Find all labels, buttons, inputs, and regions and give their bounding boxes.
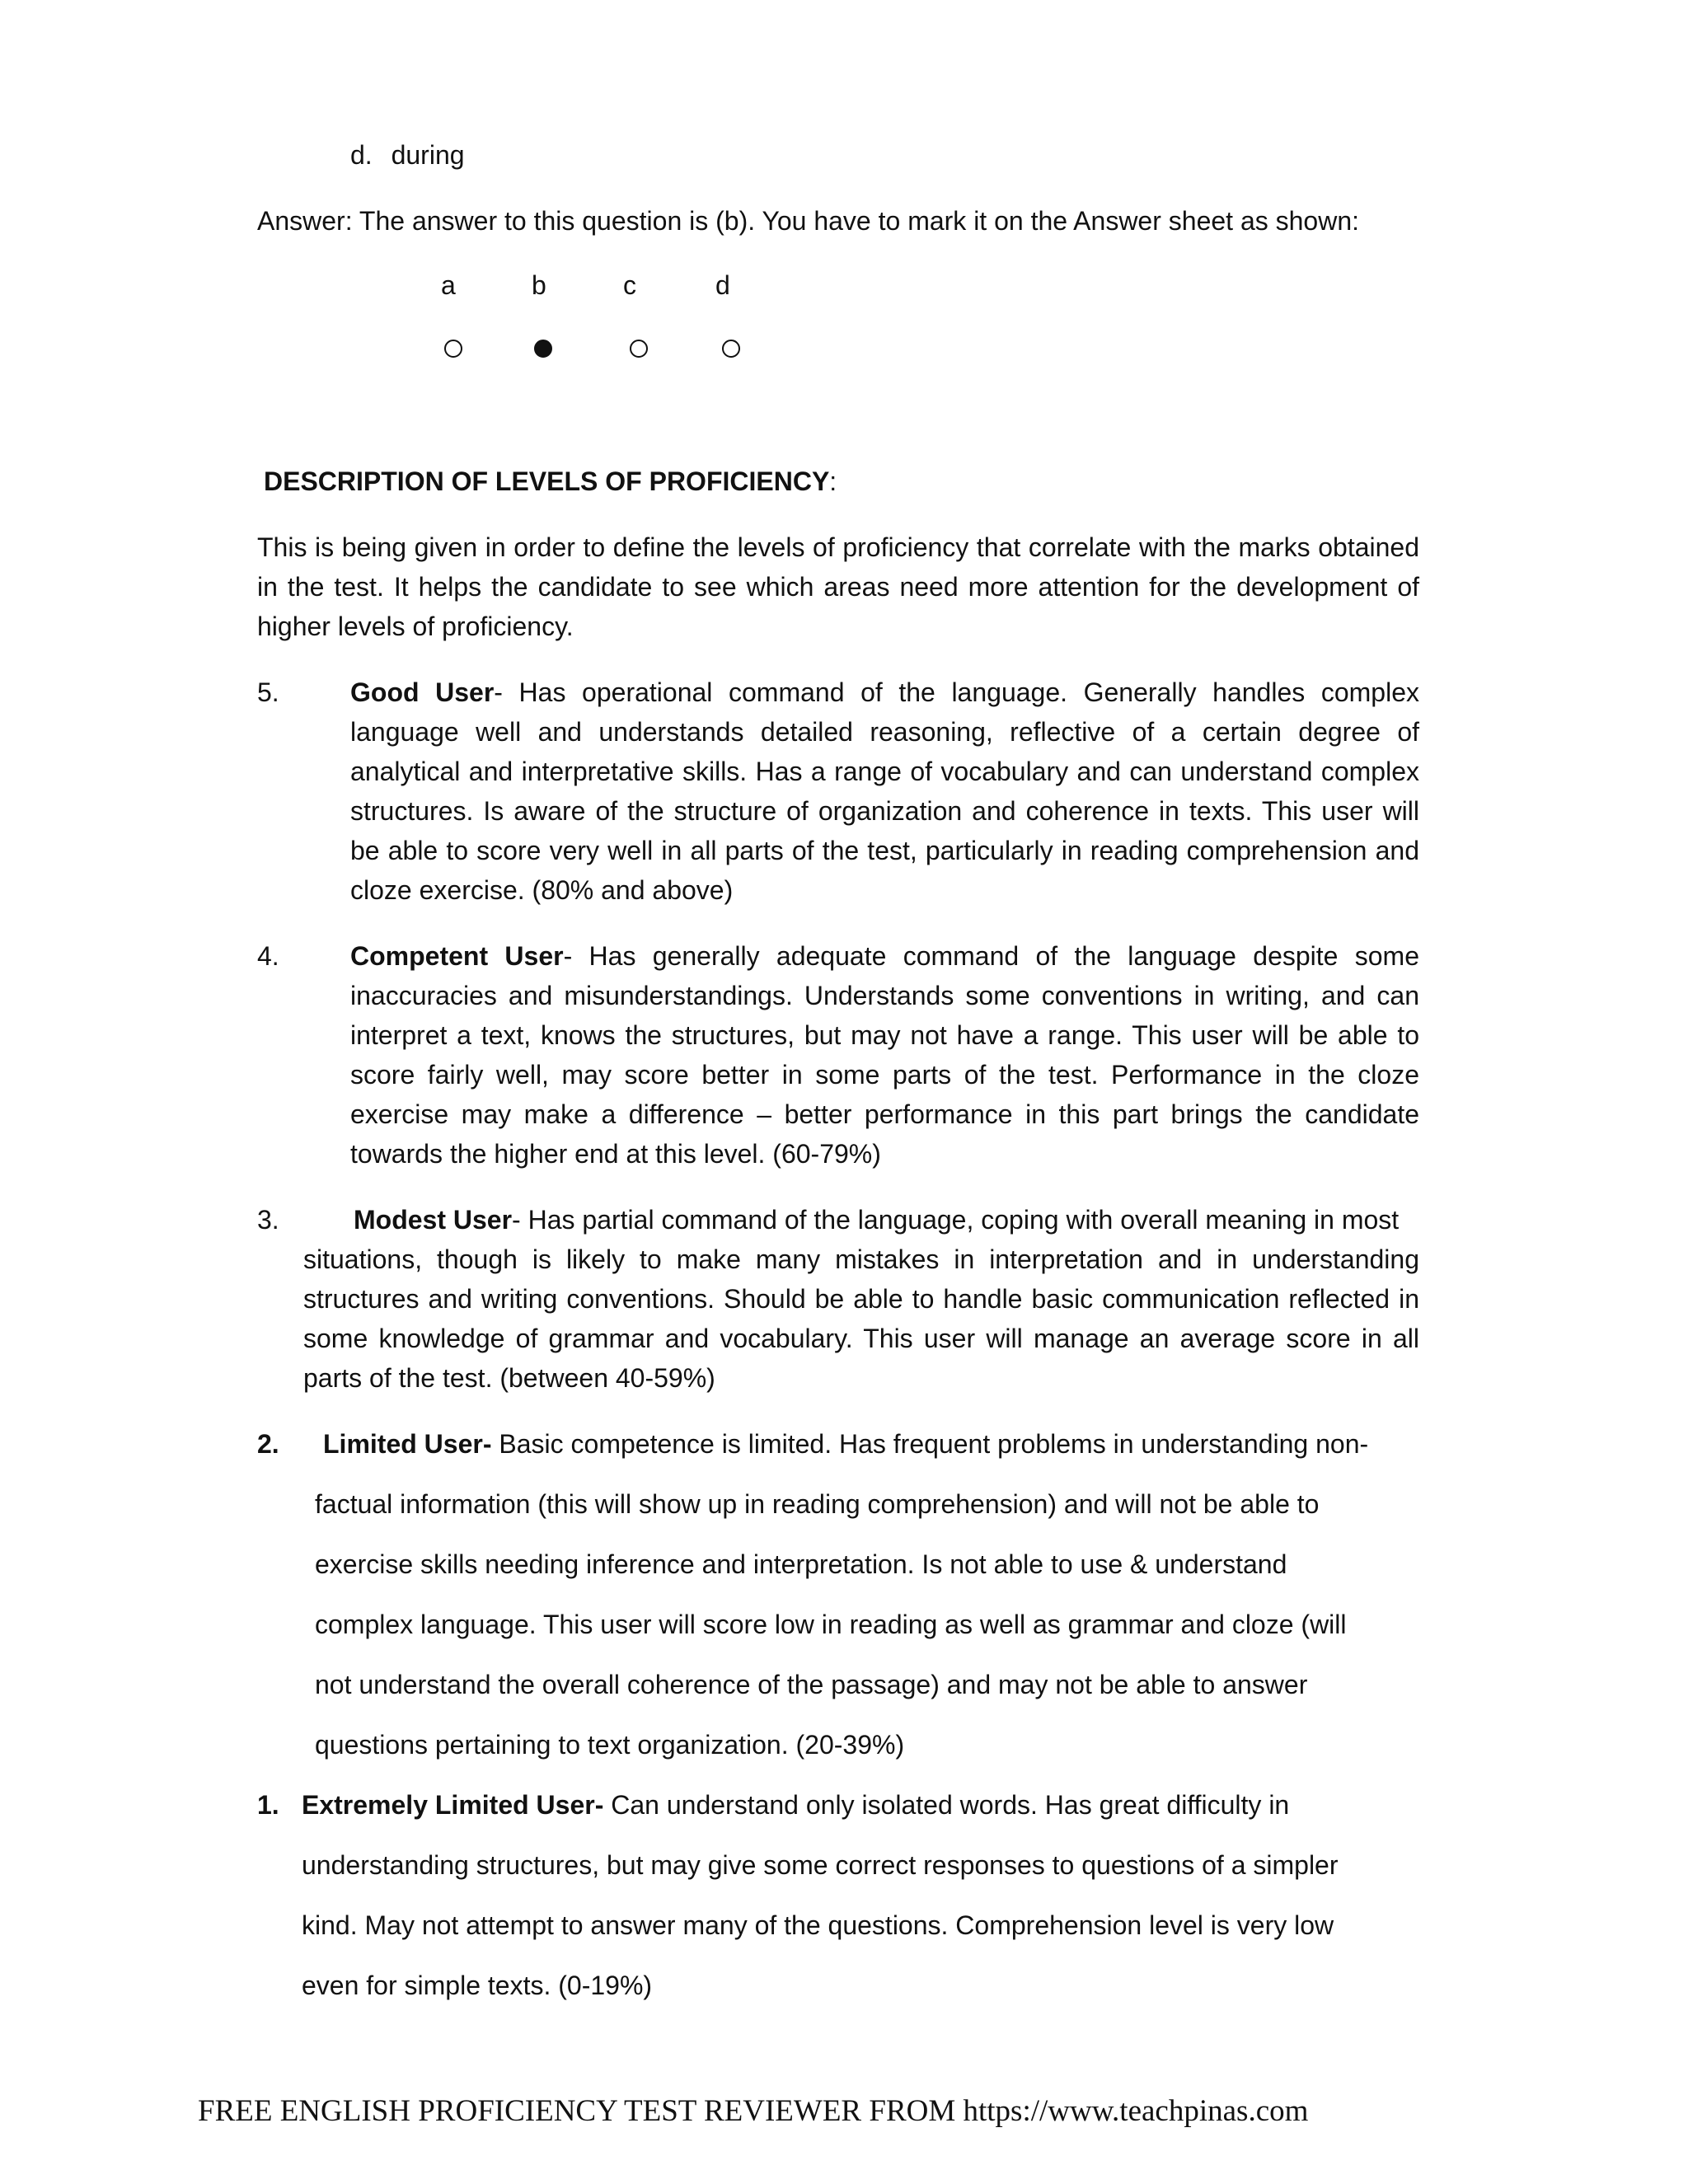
level-5-title: Good User <box>350 677 495 707</box>
option-d-text: during <box>391 140 465 170</box>
answer-letter-b: b <box>532 270 546 300</box>
section-intro: This is being given in order to define the levels of proficiency that correlate with the marks obtained in the test. It helps the candidate to see which areas need more attention for the development of higher levels of proficiency. <box>257 532 1419 641</box>
answer-line: Answer: The answer to this question is (b). You have to mark it on the Answer sheet as shown: <box>257 206 1360 236</box>
answer-bubble-b-filled <box>534 340 552 358</box>
answer-bubble-a <box>444 340 462 358</box>
level-5-description <box>350 673 1419 910</box>
level-4-text: - Has generally adequate command of the language despite some inaccuracies and misunderstandings. Understands some conventions in writing, and can interpret a text, knows the structures, but may not have a range. This user will be able to score fairly well, may score better in some parts of the test. Performance in the cloze exercise may make a difference – better performance in this part brings the candidate towards the higher end at this level. (60-79%) <box>350 941 1420 1169</box>
answer-bubble-d <box>722 340 740 358</box>
level-4-description <box>350 936 1419 1174</box>
answer-letter-a: a <box>441 270 456 300</box>
level-1-line-1: understanding structures, but may give some correct responses to questions of a simpler <box>302 1850 1339 1880</box>
option-d <box>350 135 465 175</box>
section-heading-text: DESCRIPTION OF LEVELS OF PROFICIENCY <box>264 466 830 496</box>
level-3-first-line <box>354 1200 1425 1240</box>
level-4-number: 4. <box>257 941 279 971</box>
level-2-line-3: complex language. This user will score low in reading as well as grammar and cloze (will <box>315 1610 1347 1639</box>
answer-letter-c: c <box>623 270 636 300</box>
level-1-first-text: Can understand only isolated words. Has great difficulty in <box>603 1790 1290 1820</box>
answer-bubble-c <box>630 340 648 358</box>
level-2-line-4: not understand the overall coherence of the passage) and may not be able to answer <box>315 1670 1308 1699</box>
level-3-title: Modest User <box>354 1205 513 1235</box>
level-2-line-1: factual information (this will show up in reading comprehension) and will not be able to <box>315 1489 1320 1519</box>
level-4-title: Competent User <box>350 941 564 971</box>
level-3-continued: situations, though is likely to make many mistakes in interpretation and in understanding structures and writing conventions. Should be able to handle basic communication reflected in some knowledge of grammar and vocabulary. This user will manage an average score in all parts of the test. (between 40-59%) <box>303 1244 1419 1393</box>
section-heading-colon: : <box>829 466 837 496</box>
level-1-line-3: even for simple texts. (0-19%) <box>302 1971 653 2000</box>
level-2-first-line <box>323 1424 1368 1464</box>
answer-letter-d: d <box>715 270 730 300</box>
level-2-line-2: exercise skills needing inference and interpretation. Is not able to use & understand <box>315 1549 1287 1579</box>
page-footer: FREE ENGLISH PROFICIENCY TEST REVIEWER FROM https://www.teachpinas.com <box>198 2094 1309 2128</box>
level-3-number: 3. <box>257 1205 279 1235</box>
level-1-title: Extremely Limited User- <box>302 1790 604 1820</box>
level-3-first-text: - Has partial command of the language, coping with overall meaning in most <box>512 1205 1400 1235</box>
level-2-line-5: questions pertaining to text organization. (20-39%) <box>315 1730 905 1760</box>
level-5-text: - Has operational command of the language. Generally handles complex language well and understands detailed reasoning, reflective of a certain degree of analytical and interpretative skills. Has a range of vocabulary and can understand complex structures. Is aware of the structure of organization and coherence in texts. This user will be able to score very well in all parts of the test, particularly in reading comprehension and cloze exercise. (80% and above) <box>350 677 1420 905</box>
level-2-number: 2. <box>257 1429 279 1459</box>
level-2-first-text: Basic competence is limited. Has frequent problems in understanding non- <box>491 1429 1369 1459</box>
section-heading <box>264 462 837 501</box>
option-d-letter: d. <box>350 140 373 170</box>
level-1-number: 1. <box>257 1790 279 1820</box>
level-5-number: 5. <box>257 677 279 707</box>
level-2-title: Limited User- <box>323 1429 492 1459</box>
level-1-line-2: kind. May not attempt to answer many of the questions. Comprehension level is very low <box>302 1910 1334 1940</box>
level-1-first-line <box>302 1785 1289 1825</box>
